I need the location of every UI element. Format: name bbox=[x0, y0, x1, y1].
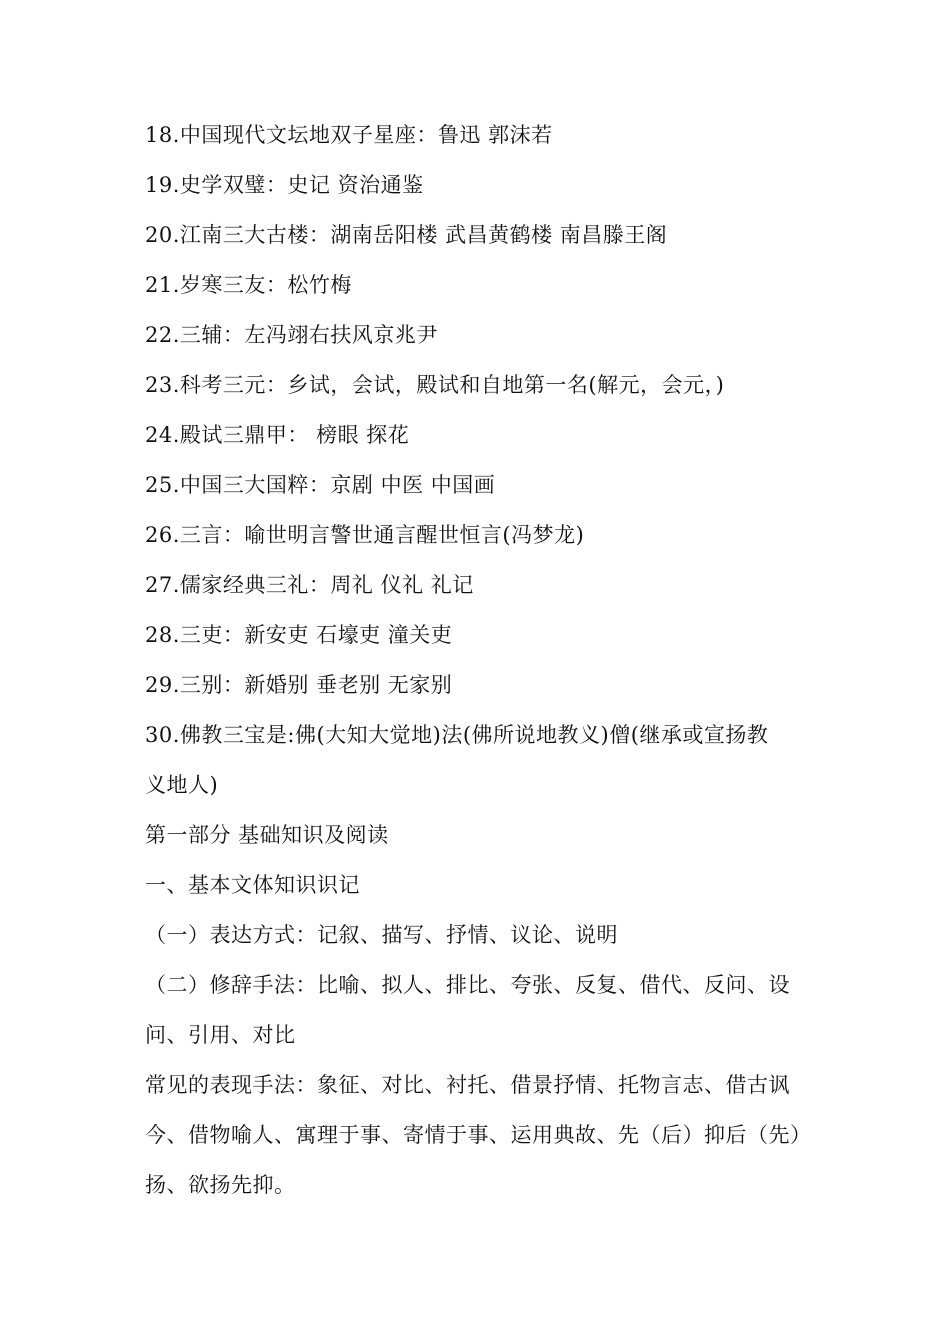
text-line: 义地人) bbox=[145, 773, 219, 797]
text-line: 18.中国现代文坛地双子星座：鲁迅 郭沫若 bbox=[145, 123, 553, 147]
text-line: 23.科考三元：乡试，会试，殿试和自地第一名(解元，会元，) bbox=[145, 373, 725, 397]
text-line: 30.佛教三宝是:佛(大知大觉地)法(佛所说地教义)僧(继承或宣扬教 bbox=[145, 723, 769, 747]
subsection-heading: 一、基本文体知识识记 bbox=[145, 873, 360, 897]
text-line: 20.江南三大古楼：湖南岳阳楼 武昌黄鹤楼 南昌滕王阁 bbox=[145, 223, 668, 247]
text-line: 19.史学双璧：史记 资治通鉴 bbox=[145, 173, 424, 197]
text-line: 21.岁寒三友：松竹梅 bbox=[145, 273, 352, 297]
text-line: 常见的表现手法：象征、对比、衬托、借景抒情、托物言志、借古讽 bbox=[145, 1073, 790, 1097]
text-line: 扬、欲扬先抑。 bbox=[145, 1173, 296, 1197]
text-line: 28.三吏：新安吏 石壕吏 潼关吏 bbox=[145, 623, 453, 647]
text-line: 24.殿试三鼎甲： 榜眼 探花 bbox=[145, 423, 410, 447]
text-line: 问、引用、对比 bbox=[145, 1023, 296, 1047]
section-heading: 第一部分 基础知识及阅读 bbox=[145, 823, 389, 847]
text-line: 22.三辅：左冯翊右扶风京兆尹 bbox=[145, 323, 438, 347]
text-line: 26.三言：喻世明言警世通言醒世恒言(冯梦龙) bbox=[145, 523, 585, 547]
text-line: 25.中国三大国粹：京剧 中医 中国画 bbox=[145, 473, 496, 497]
text-line: （二）修辞手法：比喻、拟人、排比、夸张、反复、借代、反问、设 bbox=[145, 973, 790, 997]
text-line: 29.三别：新婚别 垂老别 无家别 bbox=[145, 673, 453, 697]
text-line: 27.儒家经典三礼：周礼 仪礼 礼记 bbox=[145, 573, 474, 597]
text-line: （一）表达方式：记叙、描写、抒情、议论、说明 bbox=[145, 923, 618, 947]
text-line: 今、借物喻人、寓理于事、寄情于事、运用典故、先（后）抑后（先） bbox=[145, 1123, 812, 1147]
document-body bbox=[145, 110, 815, 1210]
